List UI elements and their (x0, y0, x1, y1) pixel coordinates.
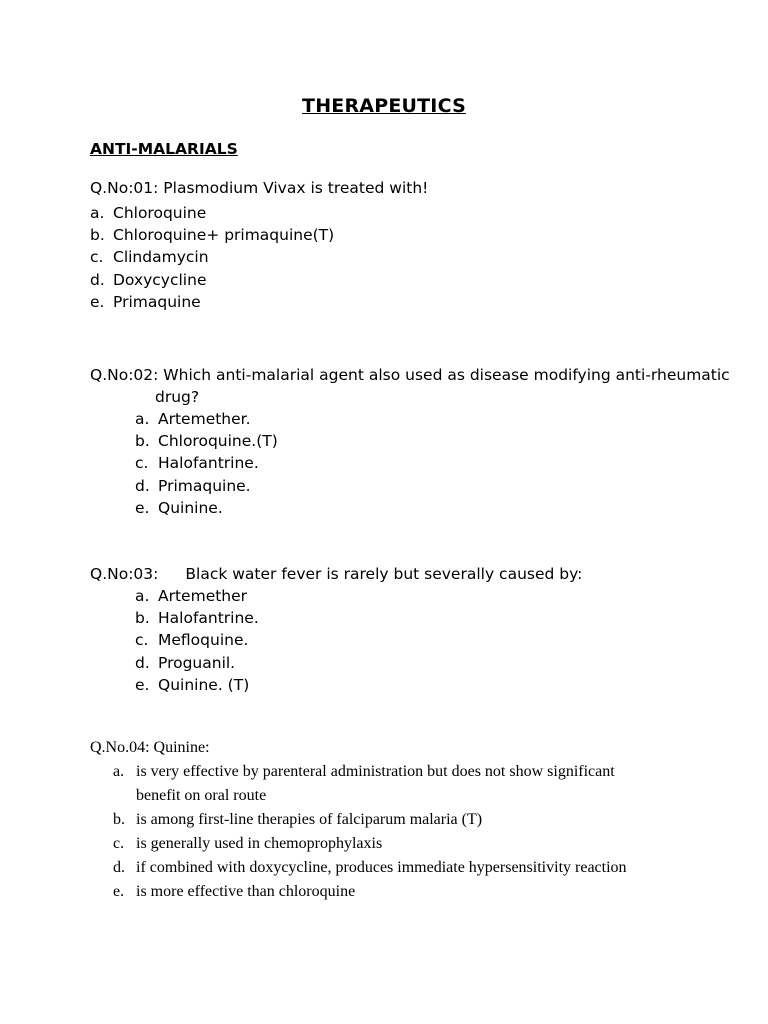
question-2-label: Q.No:02: Which anti-malarial agent also used as disease modifying anti-rheumatic (90, 366, 730, 384)
question-3-label: Q.No:03: (90, 565, 159, 583)
option-item: a. Artemether (135, 587, 248, 605)
option-item: b. Halofantrine. (135, 609, 259, 628)
question-3-header (90, 563, 582, 585)
document-title: THERAPEUTICS (302, 95, 466, 117)
question-1 (90, 177, 428, 313)
option-item: e. Quinine. (T) (135, 675, 250, 694)
option-item: a. Chloroquine (90, 204, 207, 222)
question-3-options (90, 585, 582, 696)
option-item: c. Halofantrine. (135, 454, 259, 473)
option-item: e. Primaquine (90, 292, 201, 311)
option-item: d. Primaquine. (135, 476, 251, 495)
option-item: a. is very effective by parenteral administration but does not show significant benefit on oral route (113, 763, 615, 804)
option-item: c. Mefloquine. (135, 631, 249, 650)
question-3-text: Black water fever is rarely but severally caused by: (185, 565, 583, 583)
question-4 (90, 736, 627, 904)
question-2-options (90, 408, 730, 519)
option-item: d. Proguanil. (135, 653, 236, 672)
option-item: d. Doxycycline (90, 270, 207, 289)
question-1-label: Q.No:01: Plasmodium Vivax is treated with! (90, 179, 429, 197)
question-1-options (90, 202, 428, 313)
option-item: e. is more effective than chloroquine (113, 883, 356, 900)
option-item: c. is generally used in chemoprophylaxis (113, 835, 383, 852)
option-item: d. if combined with doxycycline, produces immediate hypersensitivity reaction (113, 859, 627, 876)
question-4-options (90, 760, 627, 904)
option-item: c. Clindamycin (90, 248, 209, 267)
option-item: e. Quinine. (135, 498, 223, 517)
option-item: b. Chloroquine.(T) (135, 432, 278, 451)
question-4-label: Q.No.04: Quinine: (90, 739, 210, 756)
question-2-label-continued: drug? (155, 388, 200, 406)
option-item: b. Chloroquine+ primaquine(T) (90, 226, 335, 245)
option-item: a. Artemether. (135, 410, 251, 428)
question-3 (90, 563, 582, 696)
option-item: b. is among first-line therapies of falciparum malaria (T) (113, 811, 483, 828)
section-heading: ANTI-MALARIALS (90, 140, 238, 158)
question-2 (90, 364, 730, 519)
